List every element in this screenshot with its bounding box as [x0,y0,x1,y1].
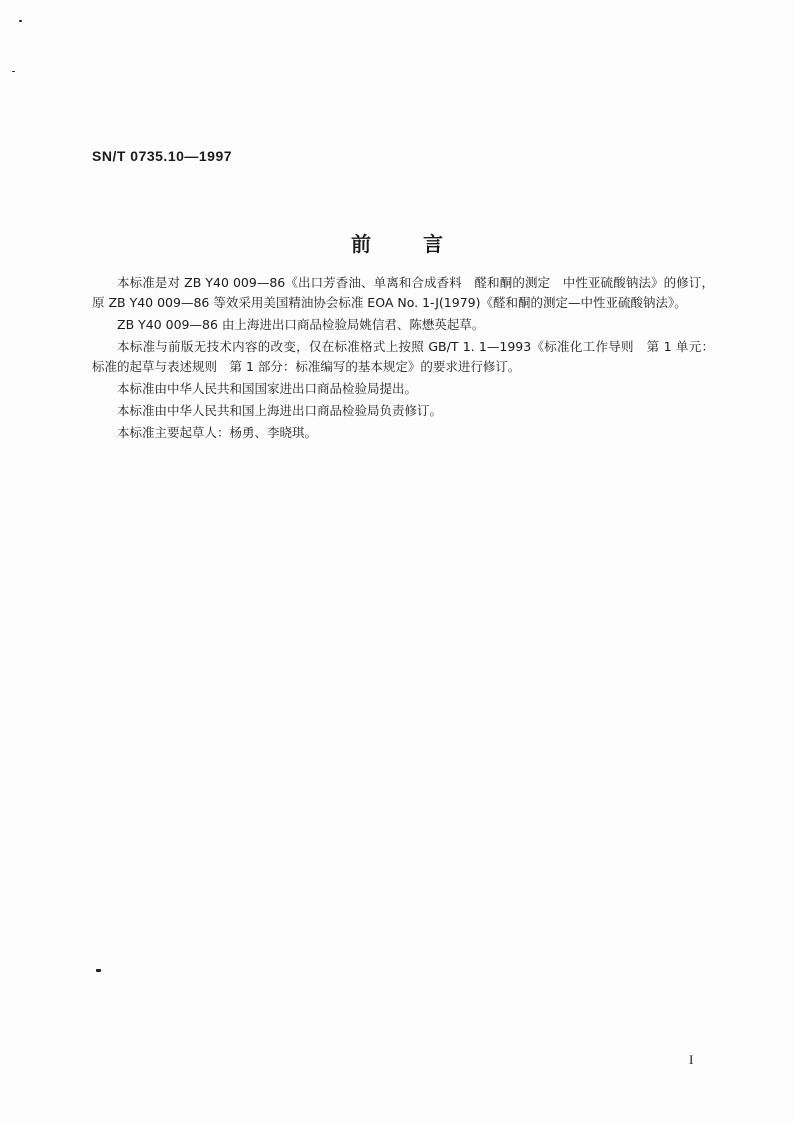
page-title [0,228,794,257]
scan-speck [19,20,22,22]
paragraph: 本标准主要起草人：杨勇、李晓琪。 [117,425,318,440]
paragraph: 本标准由中华人民共和国上海进出口商品检验局负责修订。 [117,403,443,418]
paragraph: 本标准与前版无技术内容的改变，仅在标准格式上按照 GB/T 1. 1—1993《标准化工作导则 第 1 单元：标准的起草与表述规则 第 1 部分：标准编写的基本规定》的要求进行修订。 [92,339,714,374]
standard-code: SN/T 0735.10—1997 [92,148,233,164]
foreword-body [92,273,714,445]
paragraph: 本标准是对 ZB Y40 009—86《出口芳香油、单离和合成香料 醛和酮的测定 中性亚硫酸钠法》的修订，原 ZB Y40 009—86 等效采用美国精油协会标准 EOA No. 1-J(1979)《醛和酮的测定—中性亚硫酸钠法》。 [92,275,714,310]
paragraph: ZB Y40 009—86 由上海进出口商品检验局姚信君、陈懋英起草。 [117,317,485,332]
title-char: 前 [351,232,371,256]
page-number: I [689,1052,694,1067]
title-char: 言 [423,232,443,256]
scan-speck [96,969,101,972]
scan-speck [12,71,15,72]
paragraph: 本标准由中华人民共和国国家进出口商品检验局提出。 [117,381,418,396]
